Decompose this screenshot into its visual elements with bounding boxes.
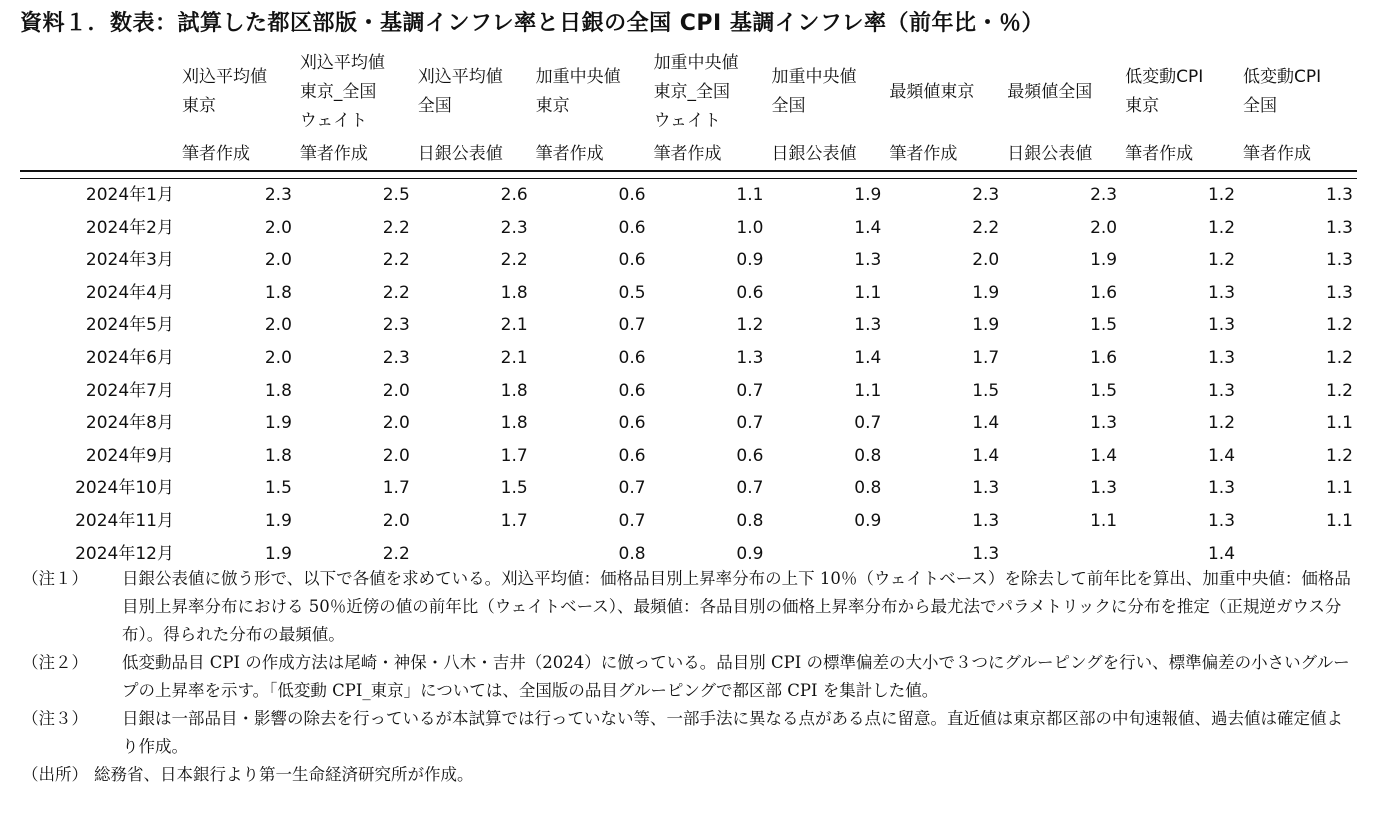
table-row xyxy=(20,244,1357,277)
table-cell: 0.7 xyxy=(736,413,764,434)
footnote-text: 低変動品目 CPI の作成方法は尾崎・神保・八木・吉井（2024）に倣っている。品目別 CPI の標準偏差の大小で３つにグルーピングを行い、標準偏差の小さいグループの上昇率を示す。「低変動 CPI_東京」については、全国版の品目グルーピングで都区部 CPI を集計した値。 xyxy=(122,653,1350,700)
table-cell: 0.7 xyxy=(736,380,764,401)
table-cell: 1.5 xyxy=(264,478,292,499)
table-cell: 2.3 xyxy=(382,315,410,336)
table-cell: 2.0 xyxy=(382,380,410,401)
table-cell: 0.7 xyxy=(618,315,646,336)
table-cell: 2.2 xyxy=(382,282,410,303)
table-cell: 0.6 xyxy=(618,445,646,466)
column-header xyxy=(1239,46,1357,138)
table-cell: 2.2 xyxy=(972,217,1000,238)
table-cell: 1.9 xyxy=(264,510,292,531)
table-cell: 1.1 xyxy=(1325,478,1353,499)
column-header-line: 東京 xyxy=(1125,96,1160,116)
table-cell: 1.8 xyxy=(264,445,292,466)
table-cell: 1.1 xyxy=(854,380,882,401)
source-text: 総務省、日本銀行より第一生命経済研究所が作成。 xyxy=(94,765,474,784)
column-header-line: 最頻値全国 xyxy=(1007,81,1093,102)
table-cell: 1.2 xyxy=(1325,380,1353,401)
table-cell: 1.1 xyxy=(1325,413,1353,434)
column-header xyxy=(532,46,650,138)
table-cell: 0.6 xyxy=(618,185,646,205)
table-cell: 1.3 xyxy=(972,478,1000,499)
table-cell: 2.1 xyxy=(500,347,528,368)
table-cell: 1.2 xyxy=(1325,315,1353,336)
table-cell: 0.8 xyxy=(854,478,882,499)
column-header-line: 刈込平均値 xyxy=(299,52,385,73)
table-cell: 2.0 xyxy=(382,510,410,531)
table-cell: 1.2 xyxy=(1207,250,1236,271)
table-cell: 2.3 xyxy=(382,347,410,368)
table-cell: 2.0 xyxy=(264,315,292,336)
column-header xyxy=(296,46,414,138)
column-header-line: 低変動CPI xyxy=(1125,67,1204,87)
footnote xyxy=(22,705,1352,761)
column-source-label: 筆者作成 xyxy=(1125,143,1194,164)
column-header xyxy=(178,46,296,138)
table-cell: 2.0 xyxy=(1090,217,1118,238)
corner-cell-source xyxy=(20,138,178,171)
table-cell: 2.0 xyxy=(972,250,1000,271)
row-month-label: 2024年8月 xyxy=(85,413,174,434)
table-cell: 1.5 xyxy=(1090,380,1118,401)
row-month-label: 2024年5月 xyxy=(85,315,174,336)
table-row xyxy=(20,277,1357,310)
table-cell: 1.4 xyxy=(1090,445,1118,466)
table-cell: 1.3 xyxy=(1325,250,1353,271)
table-row xyxy=(20,179,1357,212)
table-cell: 1.3 xyxy=(1207,347,1236,368)
table-cell: 2.0 xyxy=(264,347,292,368)
table-cell: 0.6 xyxy=(736,282,764,303)
column-source-label: 筆者作成 xyxy=(535,143,604,164)
footnote-text: 日銀は一部品目・影響の除去を行っているが本試算では行っていない等、一部手法に異なる点がある点に留意。直近値は東京都区部の中旬速報値、過去値は確定値より作成。 xyxy=(122,709,1343,756)
table-cell: 2.0 xyxy=(382,445,410,466)
footnote xyxy=(22,649,1352,705)
table-cell: 2.3 xyxy=(972,185,1000,205)
column-header-line: 東京 xyxy=(535,96,570,116)
table-cell: 1.8 xyxy=(500,380,528,401)
table-cell: 0.7 xyxy=(618,510,646,531)
table-cell: 1.2 xyxy=(1325,347,1353,368)
table-cell: 1.7 xyxy=(382,478,410,499)
table-cell: 1.5 xyxy=(500,478,528,499)
table-cell: 1.3 xyxy=(1207,315,1236,336)
table-cell: 1.8 xyxy=(264,380,292,401)
column-header-line: 加重中央値 xyxy=(535,67,621,87)
table-cell: 2.3 xyxy=(1090,185,1118,205)
table-cell: 2.3 xyxy=(500,217,528,238)
table-cell: 1.3 xyxy=(1325,185,1353,205)
column-source-label: 日銀公表値 xyxy=(1007,143,1093,164)
table-cell: 1.3 xyxy=(854,250,882,271)
table-cell: 2.5 xyxy=(382,185,410,205)
table-cell: 1.8 xyxy=(264,282,292,303)
column-header-line: 最頻値東京 xyxy=(889,81,975,102)
source-header-row xyxy=(20,138,1357,171)
column-header-line: 加重中央値 xyxy=(653,52,739,73)
table-cell: 2.1 xyxy=(500,315,528,336)
table-cell: 1.8 xyxy=(500,282,528,303)
table-cell: 1.9 xyxy=(972,282,1000,303)
table-cell: 1.1 xyxy=(854,282,882,303)
table-cell: 1.7 xyxy=(500,510,528,531)
column-header xyxy=(885,46,1003,138)
table-cell: 0.6 xyxy=(618,413,646,434)
table-cell: 1.3 xyxy=(972,510,1000,531)
table-cell: 0.8 xyxy=(618,543,646,564)
table-cell: 1.2 xyxy=(1207,413,1236,434)
table-cell: 0.7 xyxy=(854,413,882,434)
table-cell: 0.6 xyxy=(618,347,646,368)
table-cell: 0.6 xyxy=(618,250,646,271)
table-cell: 1.7 xyxy=(972,347,1000,368)
table-cell: 1.4 xyxy=(1207,543,1236,564)
column-header-line: 東京_全国 xyxy=(299,81,377,102)
column-header-line: 加重中央値 xyxy=(771,67,857,87)
table-cell: 2.2 xyxy=(382,543,410,564)
table-cell: 1.1 xyxy=(736,185,764,205)
column-header-line: 全国 xyxy=(771,96,806,116)
table-cell: 1.4 xyxy=(972,413,1000,434)
table-row xyxy=(20,505,1357,538)
row-month-label: 2024年6月 xyxy=(85,347,174,368)
table-cell: 1.1 xyxy=(1325,510,1353,531)
column-header xyxy=(1121,46,1239,138)
column-source-label: 筆者作成 xyxy=(182,143,250,164)
row-month-label: 2024年11月 xyxy=(75,510,174,531)
footnote-text: 日銀公表値に倣う形で、以下で各値を求めている。刈込平均値：価格品目別上昇率分布の上下 10％（ウェイトベース）を除去して前年比を算出、加重中央値：価格品目別上昇率分布における 50％近傍の値の前年比（ウェイトベース）、最頻値：各品目別の価格上昇率分布から最尤法でパラメトリックに分布を推定（正規逆ガウス分布）。得られた分布の最頻値。 xyxy=(122,569,1351,644)
table-cell: 1.3 xyxy=(1207,282,1236,303)
source-note xyxy=(22,761,1352,789)
table-cell: 1.4 xyxy=(1207,445,1236,466)
row-month-label: 2024年9月 xyxy=(85,445,174,466)
table-cell: 1.4 xyxy=(972,445,1000,466)
table-row xyxy=(20,212,1357,245)
column-source-label: 筆者作成 xyxy=(889,143,958,164)
row-month-label: 2024年7月 xyxy=(85,380,174,401)
table-cell: 2.3 xyxy=(264,185,292,205)
corner-cell xyxy=(20,46,178,138)
table-cell: 2.2 xyxy=(382,250,410,271)
column-header-line: 全国 xyxy=(1243,96,1278,116)
table-cell: 0.5 xyxy=(618,282,646,303)
table-row xyxy=(20,472,1357,505)
table-cell: 1.3 xyxy=(1325,217,1353,238)
table-cell: 1.2 xyxy=(1207,185,1236,205)
table-cell: 0.6 xyxy=(618,380,646,401)
table-cell: 1.2 xyxy=(1325,445,1353,466)
table-cell: 1.8 xyxy=(500,413,528,434)
table-cell: 1.5 xyxy=(972,380,1000,401)
source-tag: （出所） xyxy=(22,765,88,784)
table-cell: 1.5 xyxy=(1090,315,1118,336)
table-cell: 0.6 xyxy=(736,445,764,466)
column-source-label: 日銀公表値 xyxy=(417,143,503,164)
table-cell: 2.2 xyxy=(500,250,528,271)
table-cell: 2.2 xyxy=(382,217,410,238)
column-source-label: 筆者作成 xyxy=(299,143,368,164)
column-header xyxy=(1003,46,1121,138)
table-cell: 1.4 xyxy=(854,347,882,368)
table-cell: 1.3 xyxy=(1207,380,1236,401)
footnote xyxy=(22,565,1352,649)
table-cell: 1.1 xyxy=(1090,510,1118,531)
table-body xyxy=(20,179,1357,571)
row-month-label: 2024年10月 xyxy=(75,478,174,499)
table-row xyxy=(20,309,1357,342)
table-row xyxy=(20,440,1357,473)
table-row xyxy=(20,407,1357,440)
column-header-line: 全国 xyxy=(417,96,452,116)
table-cell: 1.3 xyxy=(736,347,764,368)
column-header xyxy=(767,46,885,138)
table-cell: 1.2 xyxy=(736,315,764,336)
column-header-line: 低変動CPI xyxy=(1243,67,1322,87)
header-rule-row xyxy=(20,171,1357,179)
header-double-rule xyxy=(20,171,1357,179)
row-month-label: 2024年3月 xyxy=(85,250,174,271)
row-month-label: 2024年12月 xyxy=(75,543,174,564)
table-cell: 1.3 xyxy=(972,543,1000,564)
row-month-label: 2024年1月 xyxy=(85,185,174,205)
footnote-tag: （注２） xyxy=(22,653,88,672)
table-cell: 0.9 xyxy=(736,250,764,271)
table-cell: 1.3 xyxy=(1090,478,1118,499)
page-title: 資料１．数表：試算した都区部版・基調インフレ率と日銀の全国 CPI 基調インフレ率（前年比・％） xyxy=(20,11,1045,36)
table-row xyxy=(20,342,1357,375)
table-row xyxy=(20,375,1357,408)
table-cell: 2.0 xyxy=(264,250,292,271)
column-source-label: 日銀公表値 xyxy=(771,143,857,164)
table-cell: 1.6 xyxy=(1090,347,1118,368)
notes-section xyxy=(22,565,1352,789)
column-header xyxy=(414,46,532,138)
table-cell: 1.9 xyxy=(972,315,1000,336)
column-header-line: ウェイト xyxy=(653,110,721,131)
table-cell: 2.0 xyxy=(264,217,292,238)
table-cell: 1.3 xyxy=(1325,282,1353,303)
column-header-line: 刈込平均値 xyxy=(182,67,267,87)
table-cell: 1.9 xyxy=(854,185,882,205)
column-header-line: 東京 xyxy=(182,96,216,116)
column-source-label: 筆者作成 xyxy=(653,143,722,164)
table-cell: 1.7 xyxy=(500,445,528,466)
table-cell: 1.6 xyxy=(1090,282,1118,303)
table-cell: 1.3 xyxy=(1207,478,1236,499)
table-cell: 1.3 xyxy=(1207,510,1236,531)
footnote-tag: （注３） xyxy=(22,709,88,728)
footnote-tag: （注１） xyxy=(22,569,88,588)
table-cell: 1.0 xyxy=(736,217,764,238)
column-source-label: 筆者作成 xyxy=(1243,143,1312,164)
table-cell: 1.3 xyxy=(854,315,882,336)
column-header-line: ウェイト xyxy=(299,110,368,131)
table-cell: 0.8 xyxy=(736,510,764,531)
row-month-label: 2024年4月 xyxy=(85,282,174,303)
table-cell: 0.9 xyxy=(854,510,882,531)
table-cell: 0.7 xyxy=(736,478,764,499)
column-header-row xyxy=(20,46,1357,138)
inflation-data-table xyxy=(20,46,1357,570)
table-cell: 2.6 xyxy=(500,185,528,205)
table-cell: 2.0 xyxy=(382,413,410,434)
table-cell: 1.2 xyxy=(1207,217,1236,238)
table-cell: 1.4 xyxy=(854,217,882,238)
table-cell: 1.9 xyxy=(1090,250,1118,271)
table-cell: 1.9 xyxy=(264,413,292,434)
table-cell: 0.8 xyxy=(854,445,882,466)
table-cell: 0.6 xyxy=(618,217,646,238)
table-cell: 1.9 xyxy=(264,543,292,564)
row-month-label: 2024年2月 xyxy=(85,217,174,238)
column-header xyxy=(650,46,768,138)
column-header-line: 刈込平均値 xyxy=(417,67,503,87)
column-header-line: 東京_全国 xyxy=(653,81,731,102)
table-cell: 1.3 xyxy=(1090,413,1118,434)
table-cell: 0.7 xyxy=(618,478,646,499)
table-cell: 0.9 xyxy=(736,543,764,564)
